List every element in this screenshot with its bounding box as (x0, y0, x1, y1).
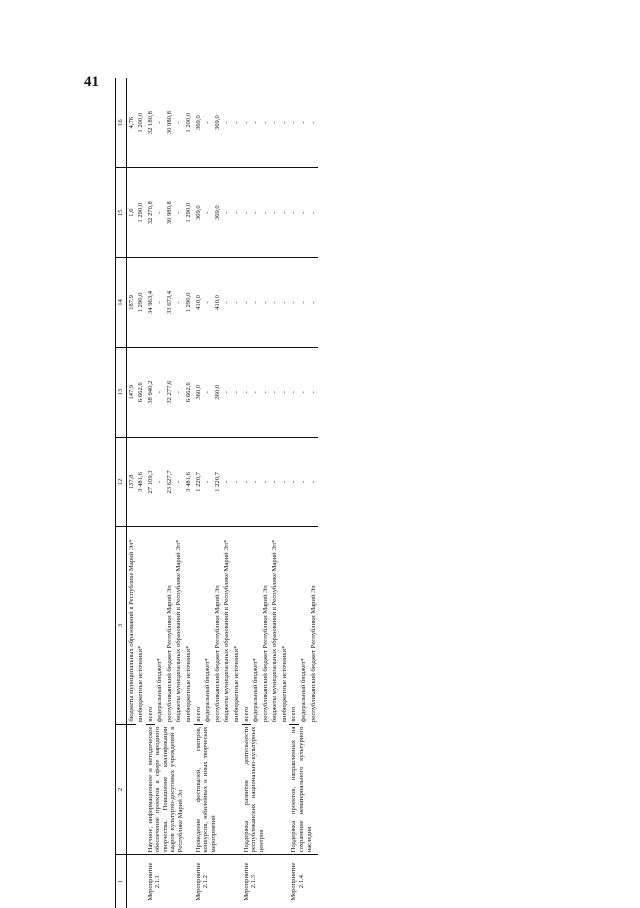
value-15: - (242, 168, 252, 258)
funding-source: внебюджетные источники* (232, 645, 240, 723)
value-15: 369,0 (194, 168, 204, 258)
budget-table-rotated (115, 78, 585, 908)
value-16: - (251, 78, 261, 168)
value-15: - (203, 168, 213, 258)
table-row (146, 78, 156, 908)
measure-name: Проведение фестивалей, смотров, конкурсов, юбилейных и иных творческих мероприятий (194, 724, 242, 855)
funding-source: республиканский бюджет Республики Марий Эл (165, 585, 173, 723)
value-16: - (280, 78, 290, 168)
header-col-15: 15 (116, 168, 127, 258)
funding-source: бюджеты муниципальных образований в Республике Марий Эл* (126, 527, 136, 724)
value-16: 30 980,8 (165, 78, 175, 168)
value-14: - (222, 258, 232, 348)
budget-table (115, 78, 318, 908)
value-16: - (242, 78, 252, 168)
value-13: 360,0 (213, 347, 223, 437)
measure-name (126, 724, 146, 855)
value-14: - (280, 258, 290, 348)
value-12: 1 220,7 (194, 437, 204, 527)
value-13: 38 940,2 (146, 347, 156, 437)
header-col-16: 16 (116, 78, 127, 168)
value-14: - (232, 258, 242, 348)
value-12: - (242, 437, 252, 527)
value-15: - (280, 168, 290, 258)
value-15: - (232, 168, 242, 258)
header-col-12: 12 (116, 437, 127, 527)
table-header (116, 78, 127, 908)
value-15: 30 980,8 (165, 168, 175, 258)
funding-source: федеральный бюджет* (252, 658, 260, 723)
value-16: 369,0 (194, 78, 204, 168)
value-13: - (270, 347, 280, 437)
value-13: - (309, 347, 319, 437)
funding-source: всего (194, 527, 204, 724)
value-14: 1 290,0 (184, 258, 194, 348)
table-row (194, 78, 204, 908)
value-12: 137,8 (126, 437, 136, 527)
value-13: - (155, 347, 165, 437)
value-12: - (309, 437, 319, 527)
value-12: - (222, 437, 232, 527)
value-13: - (242, 347, 252, 437)
value-14: - (203, 258, 213, 348)
value-16: - (309, 78, 319, 168)
measure-code: Мероприятие 2.1.2 (194, 862, 210, 901)
funding-source: всего (146, 527, 156, 724)
value-12: - (270, 437, 280, 527)
funding-source: всего (242, 527, 252, 724)
value-16: 369,0 (213, 78, 223, 168)
value-13: - (222, 347, 232, 437)
value-16: 1 200,0 (136, 78, 146, 168)
value-16: 4,76 (126, 78, 136, 168)
measure-code: Мероприятие 2.1.4 (290, 862, 305, 901)
value-15: - (155, 168, 165, 258)
value-16: - (174, 78, 184, 168)
value-12: - (203, 437, 213, 527)
value-12: - (280, 437, 290, 527)
funding-source: бюджеты муниципальных образований в Республике Марий Эл* (175, 539, 183, 723)
value-12: - (251, 437, 261, 527)
value-15: - (289, 168, 299, 258)
value-13: 32 277,6 (165, 347, 175, 437)
value-15: 1,6 (126, 168, 136, 258)
value-15: 32 270,8 (146, 168, 156, 258)
funding-source: бюджеты муниципальных образований в Республике Марий Эл* (271, 539, 279, 723)
value-16: - (232, 78, 242, 168)
measure-code: Мероприятие 2.1.3 (242, 862, 258, 901)
value-15: - (251, 168, 261, 258)
table-row (242, 78, 252, 908)
value-13: - (203, 347, 213, 437)
value-12: 23 627,7 (165, 437, 175, 527)
value-14: - (299, 258, 309, 348)
value-14: - (261, 258, 271, 348)
value-15: - (299, 168, 309, 258)
measure-code: Мероприятие 2.1.1 (146, 862, 162, 901)
value-16: - (155, 78, 165, 168)
table-row (289, 78, 299, 908)
funding-source: федеральный бюджет* (299, 658, 307, 723)
value-12: - (261, 437, 271, 527)
value-12: - (289, 437, 299, 527)
value-12: 3 481,6 (184, 437, 194, 527)
value-15: 1 290,0 (184, 168, 194, 258)
value-12: 1 220,7 (213, 437, 223, 527)
value-13: - (232, 347, 242, 437)
value-13: - (261, 347, 271, 437)
value-12: - (299, 437, 309, 527)
value-16: - (203, 78, 213, 168)
value-15: - (261, 168, 271, 258)
value-16: - (270, 78, 280, 168)
value-16: - (261, 78, 271, 168)
value-12: - (155, 437, 165, 527)
value-16: - (289, 78, 299, 168)
value-15: 1 290,0 (136, 168, 146, 258)
value-14: 410,0 (213, 258, 223, 348)
header-col-2: 2 (116, 724, 127, 855)
value-14: - (242, 258, 252, 348)
value-14: 34 963,4 (146, 258, 156, 348)
value-14: 33 673,4 (165, 258, 175, 348)
value-13: - (289, 347, 299, 437)
value-15: - (174, 168, 184, 258)
funding-source: федеральный бюджет* (204, 658, 212, 723)
funding-source: республиканский бюджет Республики Марий Эл (309, 585, 317, 723)
value-15: 369,0 (213, 168, 223, 258)
funding-source: внебюджетные источники* (137, 645, 145, 723)
header-col-13: 13 (116, 347, 127, 437)
measure-name: Научное, информационное и методическое обеспечение проектов в сфере народного творчества. Повышение квалификации кадров культурно-досуговых учреждений в Республике Марий Эл (146, 724, 194, 855)
value-16: - (222, 78, 232, 168)
page-number: 41 (84, 74, 99, 90)
header-col-1: 1 (116, 855, 127, 908)
funding-source: внебюджетные источники* (280, 645, 288, 723)
value-13: - (174, 347, 184, 437)
measure-code (126, 855, 146, 908)
value-13: 360,0 (194, 347, 204, 437)
value-12: 27 109,3 (146, 437, 156, 527)
header-col-14: 14 (116, 258, 127, 348)
value-13: - (299, 347, 309, 437)
value-12: - (174, 437, 184, 527)
header-col-3: 3 (116, 527, 127, 724)
value-13: 147,9 (126, 347, 136, 437)
value-13: 6 662,6 (136, 347, 146, 437)
value-13: 6 662,6 (184, 347, 194, 437)
value-14: - (289, 258, 299, 348)
value-14: - (251, 258, 261, 348)
value-13: - (251, 347, 261, 437)
measure-name: Поддержка проектов, направленных на сохранение нематериального культурного наследия (289, 724, 318, 855)
funding-source: федеральный бюджет* (156, 658, 164, 723)
value-14: 410,0 (194, 258, 204, 348)
table-body (126, 78, 318, 908)
value-15: - (309, 168, 319, 258)
value-14: - (270, 258, 280, 348)
table-row (126, 78, 136, 908)
funding-source: республиканский бюджет Республики Марий Эл (261, 585, 269, 723)
value-16: - (299, 78, 309, 168)
funding-source: бюджеты муниципальных образований в Республике Марий Эл* (223, 539, 231, 723)
value-14: - (174, 258, 184, 348)
value-13: - (280, 347, 290, 437)
value-16: 32 180,8 (146, 78, 156, 168)
funding-source: республиканский бюджет Республики Марий Эл (213, 585, 221, 723)
value-16: 1 200,0 (184, 78, 194, 168)
value-12: 3 481,6 (136, 437, 146, 527)
funding-source: всего (289, 527, 299, 724)
value-14: 187,9 (126, 258, 136, 348)
value-14: - (155, 258, 165, 348)
value-12: - (232, 437, 242, 527)
funding-source: внебюджетные источники* (185, 645, 193, 723)
value-15: - (270, 168, 280, 258)
value-14: 1 290,0 (136, 258, 146, 348)
value-14: - (309, 258, 319, 348)
value-15: - (222, 168, 232, 258)
measure-name: Поддержка развития деятельности республиканских национально-культурных центров (242, 724, 290, 855)
